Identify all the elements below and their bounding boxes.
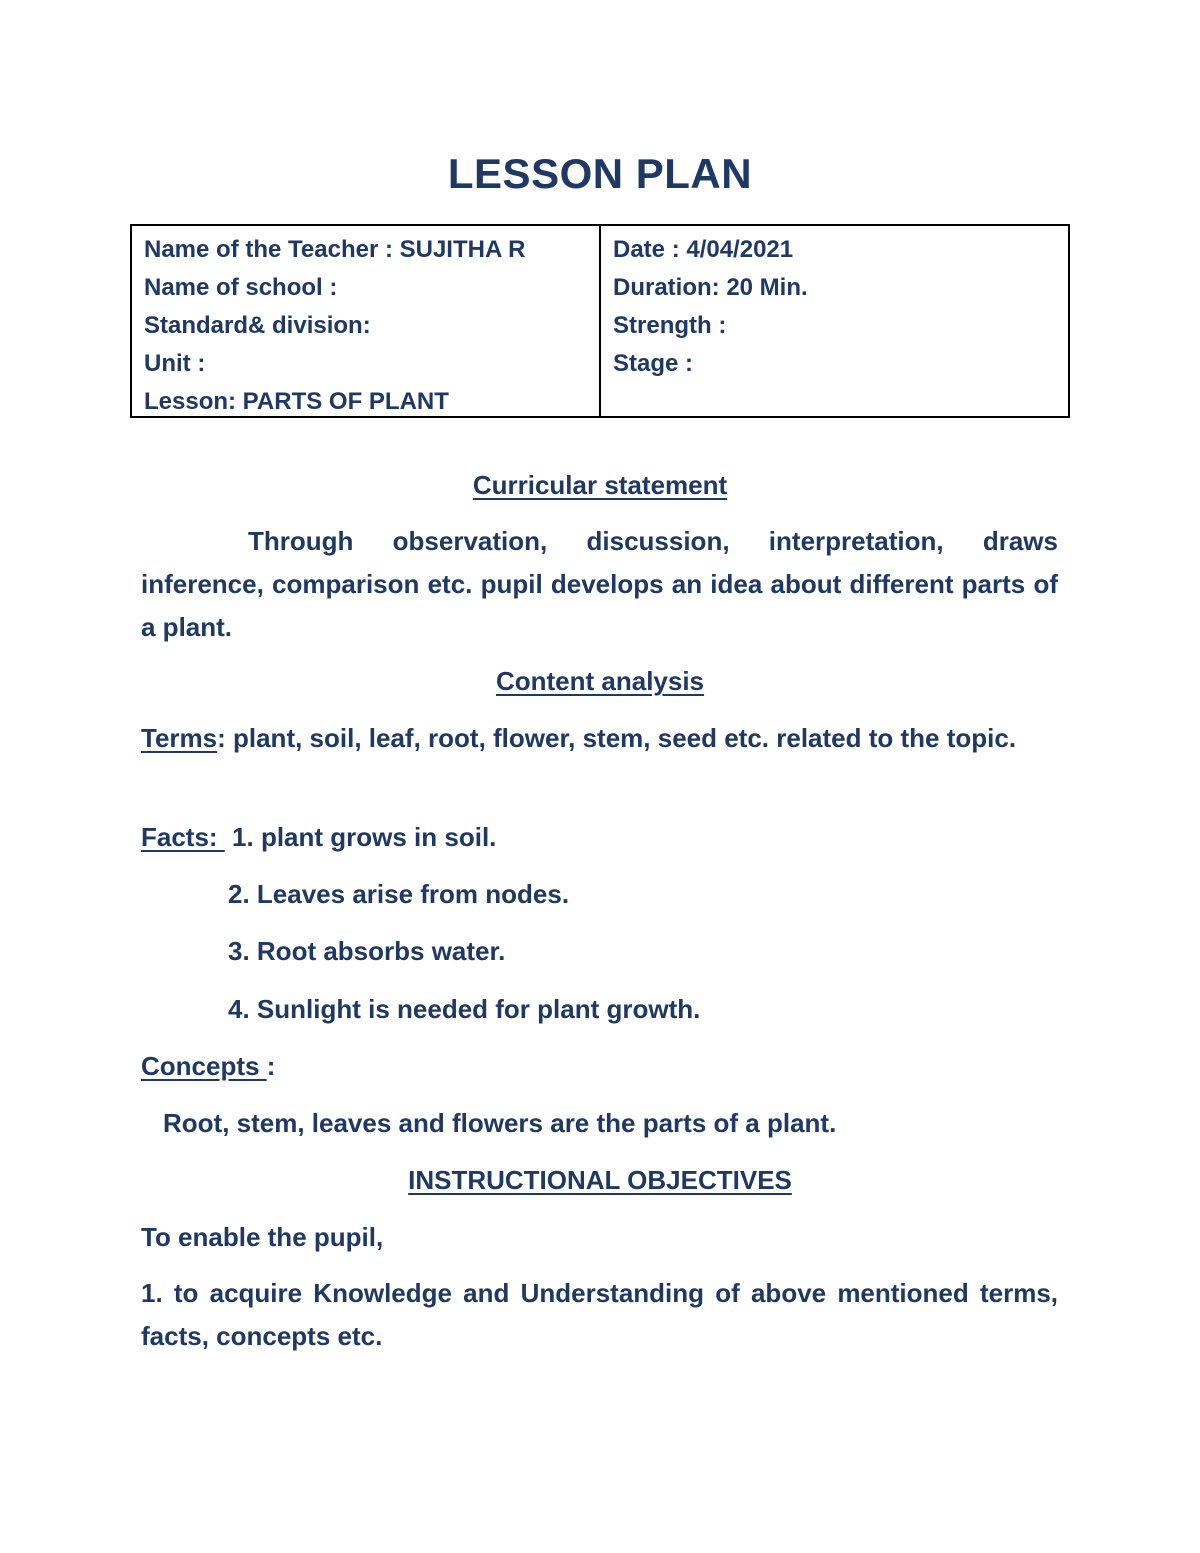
terms-paragraph [141,717,1058,760]
objectives-intro: To enable the pupil, [141,1222,384,1252]
concepts-text: Root, stem, leaves and flowers are the parts of a plant. [163,1108,837,1138]
unit-line: Unit : [144,350,206,377]
strength-line: Strength : [613,312,727,339]
fact-item-1: 1. plant grows in soil. [224,822,497,852]
stage-line: Stage : [613,350,694,377]
teacher-name-line: Name of the Teacher : SUJITHA R [144,236,526,263]
instructional-objectives-heading-text: INSTRUCTIONAL OBJECTIVES [408,1165,792,1195]
content-analysis-heading [0,664,1200,698]
duration-line: Duration: 20 Min. [613,274,808,301]
fact-item-4: 4. Sunlight is needed for plant growth. [228,994,701,1024]
concepts-colon: : [266,1051,276,1081]
instructional-objectives-heading [0,1163,1200,1197]
curricular-statement-heading [0,468,1200,502]
lesson-line: Lesson: PARTS OF PLANT [144,388,449,415]
school-name-line: Name of school : [144,274,338,301]
content-analysis-heading-text: Content analysis [495,666,705,696]
facts-line [141,820,496,854]
terms-text: : plant, soil, leaf, root, flower, stem, seed etc. related to the topic. [217,723,1017,753]
concepts-line [141,1049,275,1083]
info-column-left [132,226,601,416]
curricular-statement-text: Through observation, discussion, interpretation, draws inference, comparison etc. pupil develops an idea about different parts of a plant. [141,526,1058,642]
date-line: Date : 4/04/2021 [613,236,794,263]
terms-label: Terms [141,723,218,753]
info-column-right [601,226,1068,416]
objective-item-1: 1. to acquire Knowledge and Understanding of above mentioned terms, facts, concepts etc. [141,1278,1058,1351]
facts-label: Facts: [141,822,225,852]
standard-division-line: Standard& division: [144,312,371,339]
fact-item-3: 3. Root absorbs water. [228,936,506,966]
page-title: LESSON PLAN [447,150,753,197]
fact-item-2: 2. Leaves arise from nodes. [228,879,570,909]
curricular-statement-heading-text: Curricular statement [472,470,728,500]
concepts-label: Concepts [141,1051,267,1081]
lesson-info-table [130,224,1070,418]
